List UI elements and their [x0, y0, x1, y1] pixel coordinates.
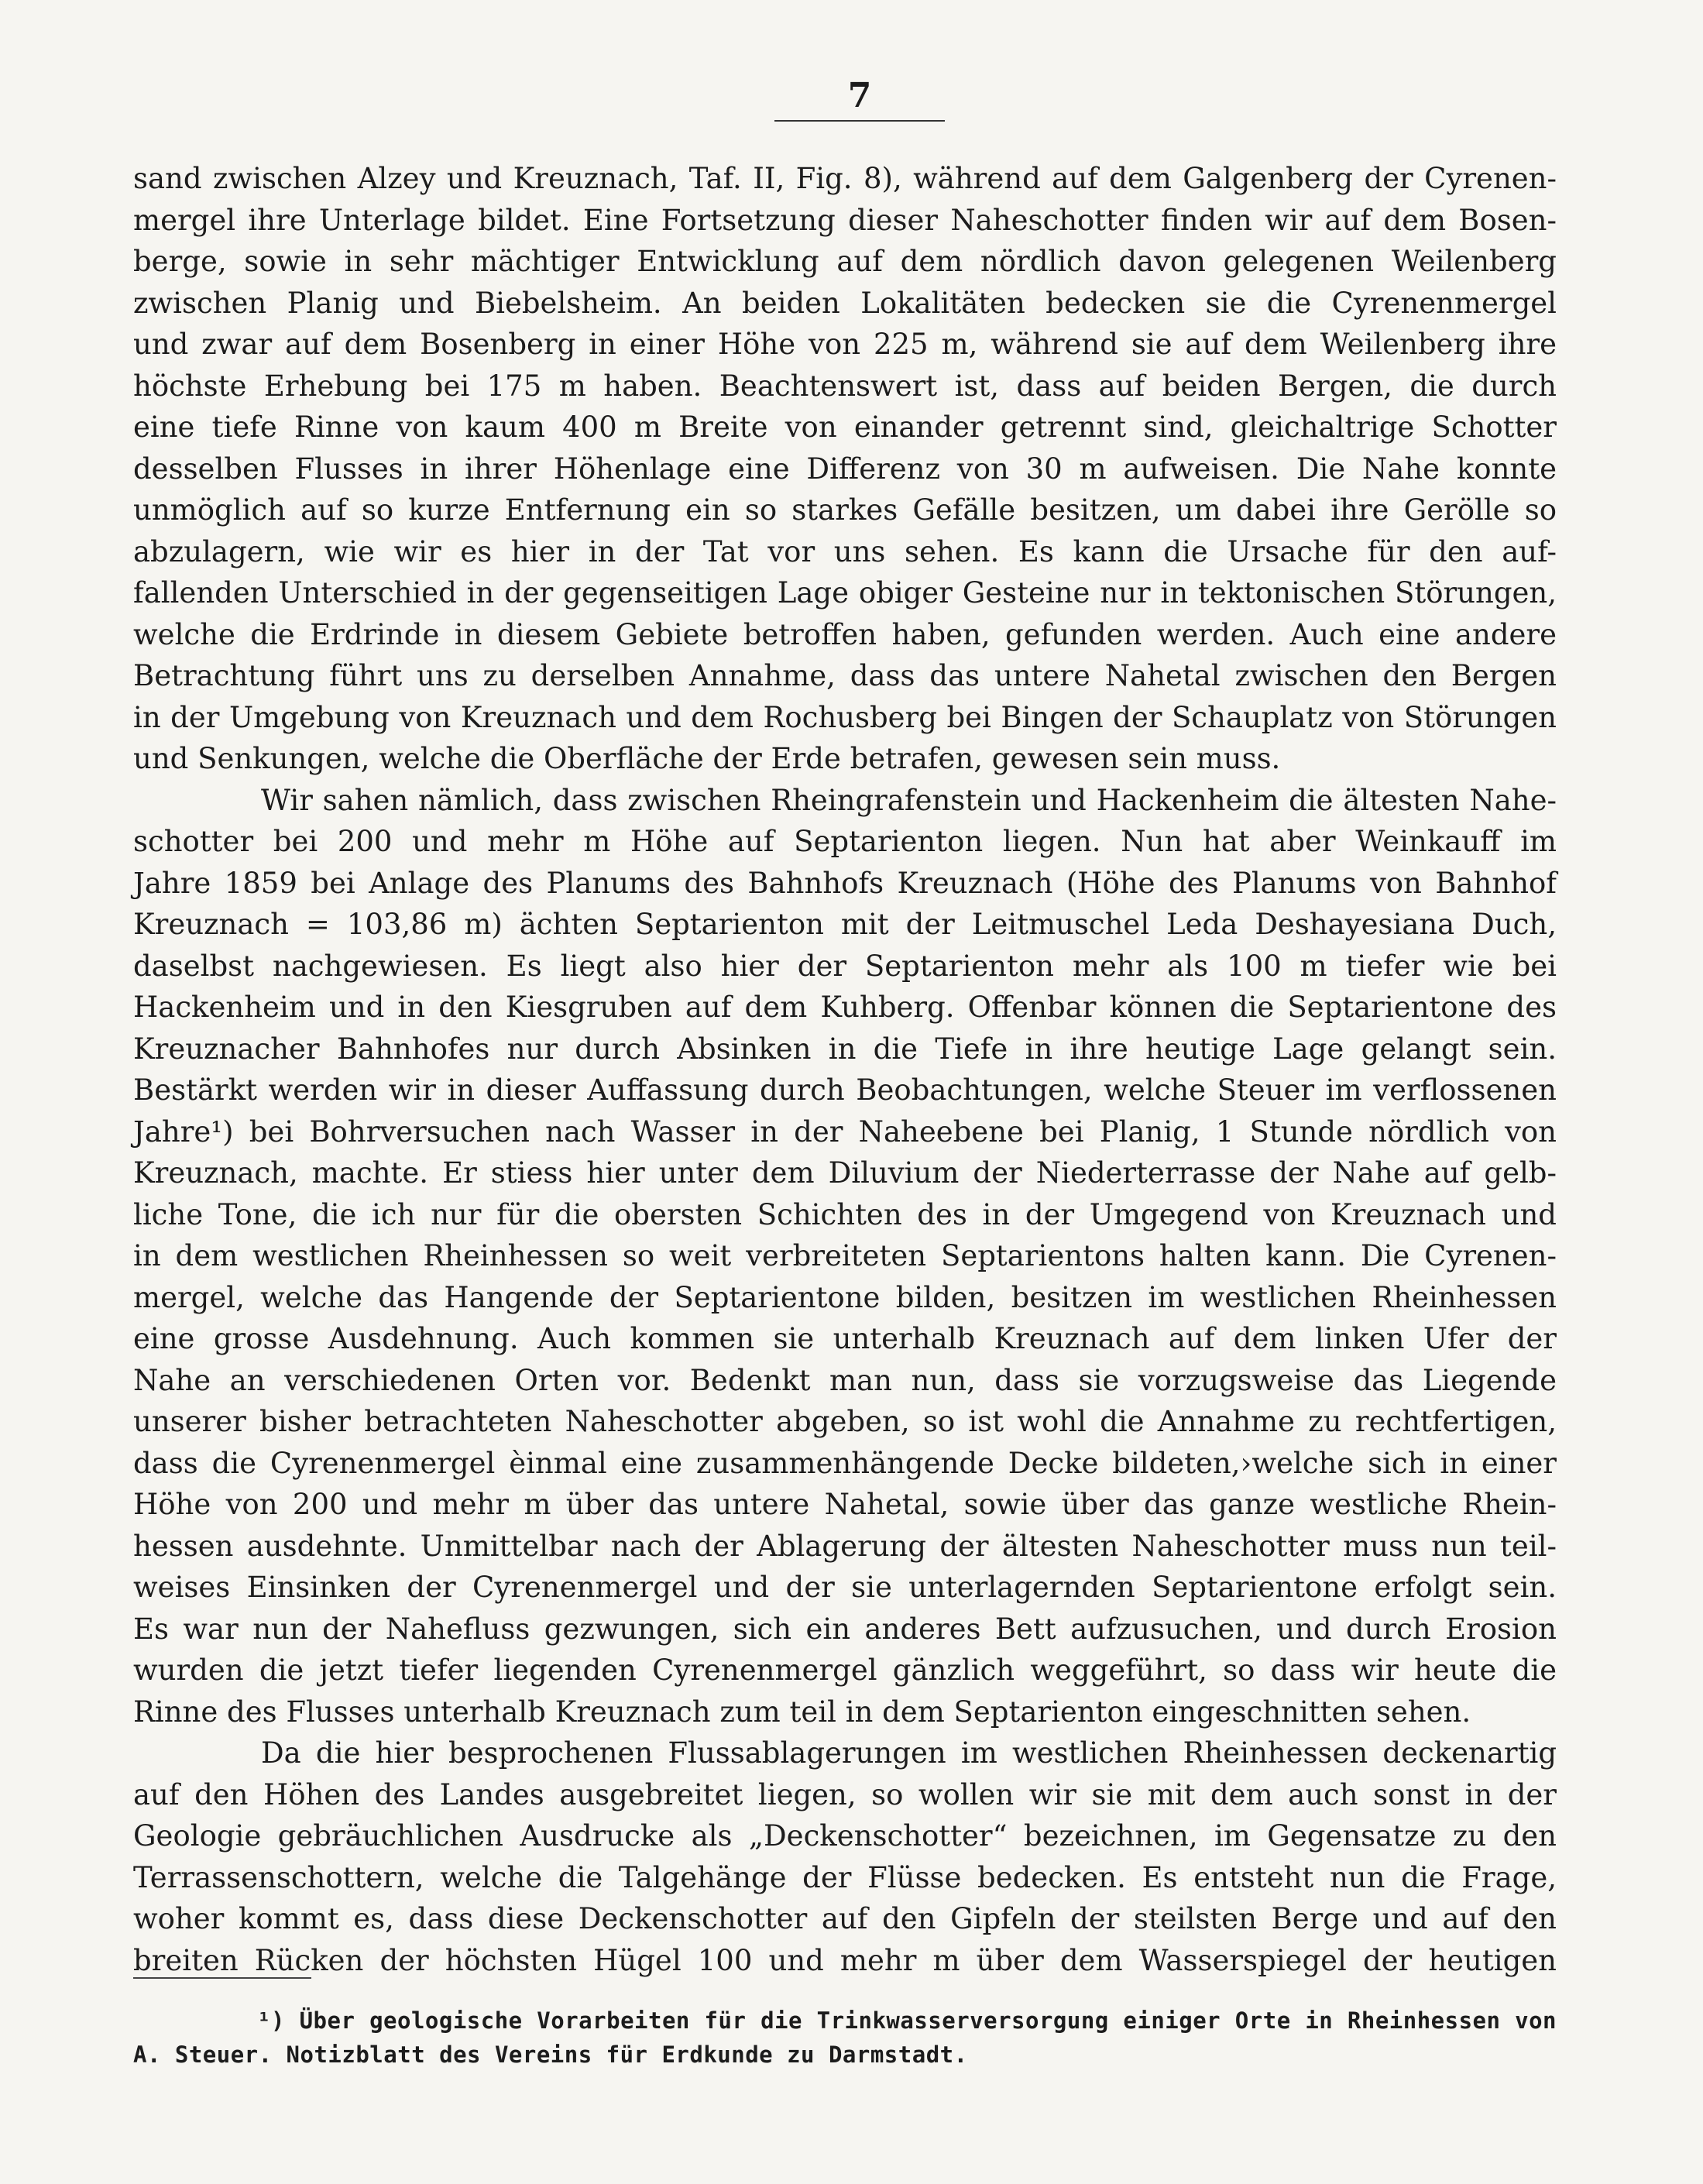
text-line: Es war nun der Nahefluss gezwungen, sich ein anderes Bett aufzusuchen, und durch Erosion: [133, 1612, 1557, 1646]
text-line: Jahre¹) bei Bohrversuchen nach Wasser in der Naheebene bei Planig, 1 Stunde nördlich von: [133, 1114, 1557, 1149]
text-line: sand zwischen Alzey und Kreuznach, Taf. II, Fig. 8), während auf dem Galgenberg der Cyrenen-: [133, 162, 1557, 195]
paragraph-2: [133, 780, 1557, 1733]
paragraph-3: [133, 1732, 1557, 1981]
text-line: Wir sahen nämlich, dass zwischen Rheingrafenstein und Hackenheim die ältesten Nahe-: [261, 783, 1557, 817]
text-line: breiten Rücken der höchsten Hügel 100 und mehr m über dem Wasserspiegel der heutigen: [133, 1943, 1557, 1977]
text-line: Kreuznacher Bahnhofes nur durch Absinken in die Tiefe in ihre heutige Lage gelangt sein.: [133, 1032, 1557, 1066]
text-line: Jahre 1859 bei Anlage des Planums des Bahnhofs Kreuznach (Höhe des Planums von Bahnhof: [133, 866, 1557, 900]
text-line: hessen ausdehnte. Unmittelbar nach der Ablagerung der ältesten Naheschotter muss nun teil-: [133, 1529, 1557, 1563]
paragraph-1: [133, 158, 1557, 780]
text-line: schotter bei 200 und mehr m Höhe auf Septarienton liegen. Nun hat aber Weinkauff im: [133, 825, 1557, 858]
text-line: Terrassenschottern, welche die Talgehänge der Flüsse bedecken. Es entsteht nun die Frage,: [133, 1860, 1557, 1894]
text-line: auf den Höhen des Landes ausgebreitet liegen, so wollen wir sie mit dem auch sonst in der: [133, 1777, 1557, 1811]
text-line: fallenden Unterschied in der gegenseitigen Lage obiger Gesteine nur in tektonischen Störungen,: [133, 576, 1557, 610]
footnote: [133, 2004, 1557, 2072]
text-line: Da die hier besprochenen Flussablagerungen im westlichen Rheinhessen deckenartig: [261, 1736, 1557, 1770]
text-line: wurden die jetzt tiefer liegenden Cyrenenmergel gänzlich weggeführt, so dass wir heute die: [133, 1653, 1557, 1687]
text-line: in der Umgebung von Kreuznach und dem Rochusberg bei Bingen der Schauplatz von Störungen: [133, 700, 1557, 734]
text-line: höchste Erhebung bei 175 m haben. Beachtenswert ist, dass auf beiden Bergen, die durch: [133, 369, 1557, 403]
text-line: Rinne des Flusses unterhalb Kreuznach zum teil in dem Septarienton eingeschnitten sehen.: [133, 1695, 1471, 1729]
text-line: in dem westlichen Rheinhessen so weit verbreiteten Septarientons halten kann. Die Cyrenen-: [133, 1239, 1557, 1272]
text-line: Bestärkt werden wir in dieser Auffassung durch Beobachtungen, welche Steuer im verflossenen: [133, 1073, 1557, 1107]
text-line: weises Einsinken der Cyrenenmergel und der sie unterlagernden Septarientone erfolgt sein.: [133, 1571, 1557, 1604]
text-line: abzulagern, wie wir es hier in der Tat vor uns sehen. Es kann die Ursache für den auf-: [133, 534, 1557, 568]
text-line: eine grosse Ausdehnung. Auch kommen sie unterhalb Kreuznach auf dem linken Ufer der: [133, 1322, 1557, 1355]
text-line: eine tiefe Rinne von kaum 400 m Breite von einander getrennt sind, gleichaltrige Schotter: [133, 410, 1557, 444]
body-text: [133, 158, 1557, 1981]
footnote-rule: [133, 1977, 311, 1979]
text-line: unserer bisher betrachteten Naheschotter abgeben, so ist wohl die Annahme zu rechtfertigen,: [133, 1405, 1557, 1438]
text-line: Betrachtung führt uns zu derselben Annahme, dass das untere Nahetal zwischen den Bergen: [133, 659, 1557, 692]
text-line: Geologie gebräuchlichen Ausdrucke als „Deckenschotter“ bezeichnen, im Gegensatze zu den: [133, 1819, 1557, 1853]
text-line: Höhe von 200 und mehr m über das untere Nahetal, sowie über das ganze westliche Rhein-: [133, 1488, 1557, 1521]
text-line: Kreuznach, machte. Er stiess hier unter dem Diluvium der Niederterrasse der Nahe auf gelb-: [133, 1156, 1557, 1190]
text-line: woher kommt es, dass diese Deckenschotter auf den Gipfeln der steilsten Berge und auf den: [133, 1902, 1557, 1935]
text-line: Kreuznach = 103,86 m) ächten Septarienton mit der Leitmuschel Leda Deshayesiana Duch,: [133, 908, 1557, 941]
text-line: Hackenheim und in den Kiesgruben auf dem Kuhberg. Offenbar können die Septarientone des: [133, 991, 1557, 1024]
text-line: und Senkungen, welche die Oberfläche der Erde betrafen, gewesen sein muss.: [133, 742, 1281, 775]
page-number-rule: [774, 120, 945, 122]
text-line: welche die Erdrinde in diesem Gebiete betroffen haben, gefunden werden. Auch eine andere: [133, 617, 1557, 651]
text-line: liche Tone, die ich nur für die obersten Schichten des in der Umgegend von Kreuznach und: [133, 1197, 1557, 1231]
text-line: mergel ihre Unterlage bildet. Eine Fortsetzung dieser Naheschotter finden wir auf dem Bosen-: [133, 203, 1557, 237]
text-line: berge, sowie in sehr mächtiger Entwicklung auf dem nördlich davon gelegenen Weilenberg: [133, 245, 1557, 278]
text-line: dass die Cyrenenmergel èinmal eine zusammenhängende Decke bildeten,›welche sich in einer: [133, 1446, 1557, 1480]
text-line: Nahe an verschiedenen Orten vor. Bedenkt man nun, dass sie vorzugsweise das Liegende: [133, 1363, 1557, 1397]
footnote-line: ¹) Über geologische Vorarbeiten für die Trinkwasserversorgung einiger Orte in Rheinhessen von: [257, 2007, 1557, 2034]
text-line: desselben Flusses in ihrer Höhenlage eine Differenz von 30 m aufweisen. Die Nahe konnte: [133, 452, 1557, 486]
footnote-line: A. Steuer. Notizblatt des Vereins für Erdkunde zu Darmstadt.: [133, 2041, 968, 2068]
page-number: 7: [847, 76, 872, 115]
text-line: daselbst nachgewiesen. Es liegt also hier der Septarienton mehr als 100 m tiefer wie bei: [133, 949, 1557, 983]
text-line: mergel, welche das Hangende der Septarientone bilden, besitzen im westlichen Rheinhessen: [133, 1280, 1557, 1314]
text-line: und zwar auf dem Bosenberg in einer Höhe von 225 m, während sie auf dem Weilenberg ihre: [133, 328, 1557, 361]
text-line: unmöglich auf so kurze Entfernung ein so starkes Gefälle besitzen, um dabei ihre Gerölle so: [133, 493, 1557, 527]
text-line: zwischen Planig und Biebelsheim. An beiden Lokalitäten bedecken sie die Cyrenenmergel: [133, 286, 1557, 320]
